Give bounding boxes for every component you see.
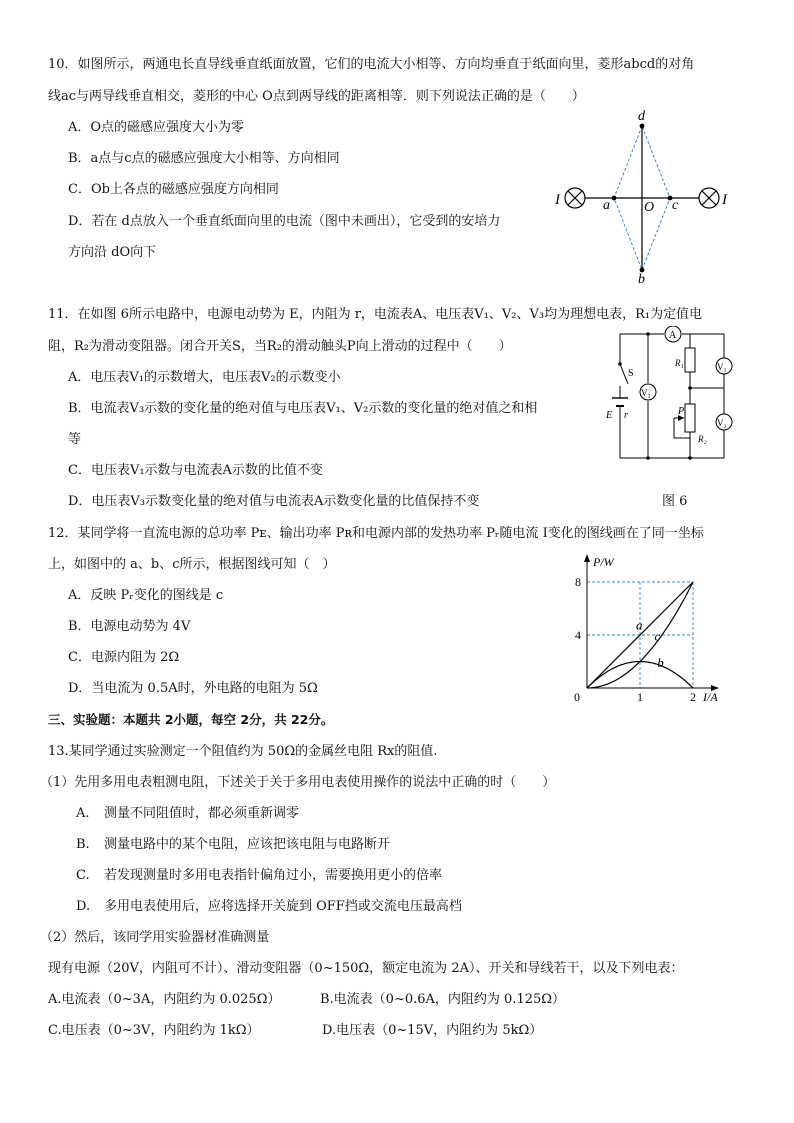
q11-stem-line2: 阻，R₂为滑动变阻器。闭合开关S，当R₂的滑动触头P向上滑动的过程中（ ） [48, 339, 512, 354]
section-3-heading: 三、实验题：本题共 2小题，每空 2分，共 22分。 [48, 712, 334, 727]
series-label-c: c [654, 628, 661, 644]
label-I-right: I [722, 192, 727, 208]
q13-meter-d: D.电压表（0~15V，内阻约为 5kΩ） [322, 1023, 543, 1038]
wire-right-into-page-icon [699, 188, 719, 208]
q10-option-d: D．若在 d点放入一个垂直纸面向里的电流（图中未画出），它受到的安培力 [68, 214, 501, 229]
q12-option-c: C．电源内阻为 2Ω [68, 650, 180, 665]
series-label-b: b [657, 654, 664, 670]
svg-text:V₂: V₂ [717, 418, 727, 428]
voltmeter-V2-icon [716, 414, 732, 430]
q13-stem: 13.某同学通过实验测定一个阻值约为 50Ω的金属丝电阻 Rx的阻值. [48, 744, 438, 759]
label-d: d [638, 109, 645, 124]
voltmeter-V1-icon [716, 358, 732, 374]
q12-option-b: B．电源电动势为 4V [68, 619, 191, 634]
q10-figure [555, 105, 745, 285]
x-tick-label: 1 [637, 690, 643, 704]
q13-meter-c: C.电压表（0~3V，内阻约为 1kΩ） [48, 1023, 260, 1038]
q10-stem-line1: 10．如图所示，两通电长直导线垂直纸面放置，它们的电流大小相等、方向均垂直于纸面向里，菱形abcd的对角 [48, 57, 695, 72]
label-r: r [624, 410, 628, 421]
q13-option-d-text: 多用电表使用后，应将选择开关旋到 OFF挡或交流电压最高档 [104, 899, 462, 914]
q13-option-a-letter: A. [76, 806, 90, 821]
x-tick-label: 0 [574, 690, 580, 704]
svg-text:V₁: V₁ [717, 362, 727, 372]
label-a: a [603, 198, 610, 213]
label-I-left: I [555, 192, 560, 208]
q12-stem-line1: 12．某同学将一直流电源的总功率 Pᴇ、输出功率 Pʀ和电源内部的发热功率 Pᵣ随电流 I变化的图线画在了同一坐标 [48, 526, 704, 541]
y-axis-arrow [584, 554, 590, 562]
q11-option-c: C．电压表V₁示数与电流表A示数的比值不变 [68, 463, 323, 478]
q13-option-c-text: 若发现测量时多用电表指针偏角过小，需要换用更小的倍率 [104, 868, 443, 883]
q12-stem-line2: 上，如图中的 a、b、c所示，根据图线可知（ ） [48, 557, 336, 572]
y-tick-label: 4 [575, 628, 581, 642]
q11-option-d: D．电压表V₃示数变化量的绝对值与电流表A示数变化量的比值保持不变 [68, 494, 480, 509]
q13-part1: （1）先用多用电表粗测电阻，下述关于关于多用电表使用操作的说法中正确的时（ ） [40, 775, 556, 790]
y-tick-label: 8 [575, 575, 581, 589]
q13-meter-b: B.电流表（0~0.6A，内阻约为 0.125Ω） [320, 992, 566, 1007]
svg-text:A: A [669, 330, 677, 341]
q13-option-c-letter: C. [76, 868, 90, 883]
q10-option-c: C．Ob上各点的磁感应强度方向相同 [68, 182, 279, 197]
wire-left-into-page-icon [565, 188, 585, 208]
q12-option-a: A．反映 Pᵣ变化的图线是 c [68, 588, 224, 603]
voltmeter-V3-icon [640, 384, 656, 400]
x-axis-label: I/A [703, 690, 718, 704]
label-S: S [628, 368, 634, 379]
label-R2: R₂ [698, 434, 707, 444]
q10-option-b: B．a点与c点的磁感应强度大小相等、方向相同 [68, 151, 340, 166]
q13-option-b-letter: B. [76, 837, 90, 852]
q13-part2: （2）然后，该同学用实验器材准确测量 [40, 930, 270, 945]
q11-stem-line1: 11．在如图 6所示电路中，电源电动势为 E，内阻为 r，电流表A、电压表V₁、V₂、V₃均为理想电表，R₁为定值电 [48, 307, 703, 322]
label-E: E [606, 410, 613, 421]
x-tick-label: 2 [690, 690, 696, 704]
q13-equipment: 现有电源（20V，内阻可不计）、滑动变阻器（0~150Ω，额定电流为 2A）、开关和导线若干，以及下列电表： [48, 961, 684, 976]
q10-stem-line2: 线ac与两导线垂直相交，菱形的中心 O点到两导线的距离相等．则下列说法正确的是（ ） [48, 89, 585, 104]
label-c: c [672, 198, 679, 213]
q10-option-d-cont: 方向沿 dO向下 [68, 245, 157, 260]
q13-option-a-text: 测量不同阻值时，都必须重新调零 [104, 806, 300, 821]
label-b: b [638, 272, 645, 285]
q12-option-d: D．当电流为 0.5A时，外电路的电阻为 5Ω [68, 681, 318, 696]
label-R1: R₁ [675, 358, 684, 368]
q13-option-b-text: 测量电路中的某个电阻，应该把该电阻与电路断开 [104, 837, 391, 852]
label-P: P [678, 406, 685, 417]
figure-6-caption: 图 6 [662, 494, 688, 509]
label-O: O [644, 200, 655, 215]
q11-option-b-cont: 等 [68, 432, 82, 447]
y-axis-label: P/W [593, 555, 614, 569]
q11-circuit-figure [598, 326, 748, 466]
q11-option-b: B．电流表V₃示数的变化量的绝对值与电压表V₁、V₂示数的变化量的绝对值之和相 [68, 401, 538, 416]
q11-option-a: A．电压表V₁的示数增大，电压表V₂的示数变小 [68, 370, 341, 385]
series-label-a: a [636, 617, 643, 633]
q13-option-d-letter: D. [76, 899, 91, 914]
ammeter-A-icon [665, 326, 681, 342]
q10-option-a: A．O点的磁感应强度大小为零 [68, 120, 245, 135]
q13-meter-a: A.电流表（0~3A，内阻约为 0.025Ω） [48, 992, 281, 1007]
q12-power-chart [565, 552, 735, 704]
svg-text:V₃: V₃ [641, 388, 651, 398]
